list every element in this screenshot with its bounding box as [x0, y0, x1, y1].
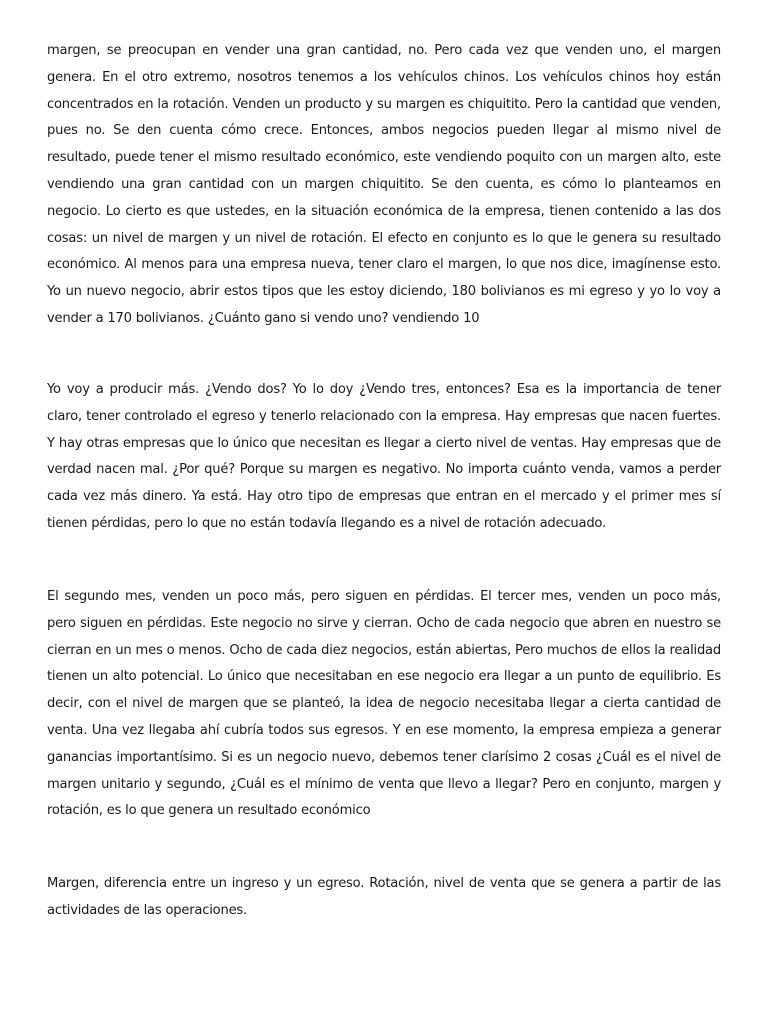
- paragraph-3: El segundo mes, venden un poco más, pero siguen en pérdidas. El tercer mes, venden un poco más, pero siguen en pérdidas. Este negocio no sirve y cierran. Ocho de cada negocio que abren en nuestro se cierran en un mes o menos. Ocho de cada diez negocios, están abiertas, Pero muchos de ellos la realidad tienen un alto potencial. Lo único que necesitaban en ese negocio era llegar a un punto de equilibrio. Es decir, con el nivel de margen que se planteó, la idea de negocio necesitaba llegar a cierta cantidad de venta. Una vez llegaba ahí cubría todos sus egresos. Y en ese momento, la empresa empieza a generar ganancias importantísimo. Si es un negocio nuevo, debemos tener clarísimo 2 cosas ¿Cuál es el nivel de margen unitario y segundo, ¿Cuál es el mínimo de venta que llevo a llegar? Pero en conjunto, margen y rotación, es lo que genera un resultado económico: [47, 589, 721, 819]
- paragraph-4: Margen, diferencia entre un ingreso y un egreso. Rotación, nivel de venta que se genera a partir de las actividades de las operaciones.: [47, 876, 721, 918]
- paragraph-2: Yo voy a producir más. ¿Vendo dos? Yo lo doy ¿Vendo tres, entonces? Esa es la importancia de tener claro, tener controlado el egreso y tenerlo relacionado con la empresa. Hay empresas que nacen fuertes. Y hay otras empresas que lo único que necesitan es llegar a cierto nivel de ventas. Hay empresas que de verdad nacen mal. ¿Por qué? Porque su margen es negativo. No importa cuánto venda, vamos a perder cada vez más dinero. Ya está. Hay otro tipo de empresas que entran en el mercado y el primer mes sí tienen pérdidas, pero lo que no están todavía llegando es a nivel de rotación adecuado.: [47, 382, 721, 531]
- paragraph-1: margen, se preocupan en vender una gran cantidad, no. Pero cada vez que venden uno, el margen genera. En el otro extremo, nosotros tenemos a los vehículos chinos. Los vehículos chinos hoy están concentrados en la rotación. Venden un producto y su margen es chiquitito. Pero la cantidad que venden, pues no. Se den cuenta cómo crece. Entonces, ambos negocios pueden llegar al mismo nivel de resultado, puede tener el mismo resultado económico, este vendiendo poquito con un margen alto, este vendiendo una gran cantidad con un margen chiquitito. Se den cuenta, es cómo lo planteamos en negocio. Lo cierto es que ustedes, en la situación económica de la empresa, tienen contenido a las dos cosas: un nivel de margen y un nivel de rotación. El efecto en conjunto es lo que le genera su resultado económico. Al menos para una empresa nueva, tener claro el margen, lo que nos dice, imagínense esto. Yo un nuevo negocio, abrir estos tipos que les estoy diciendo, 180 bolivianos es mi egreso y yo lo voy a vender a 170 bolivianos. ¿Cuánto gano si vendo uno? vendiendo 10: [47, 43, 721, 326]
